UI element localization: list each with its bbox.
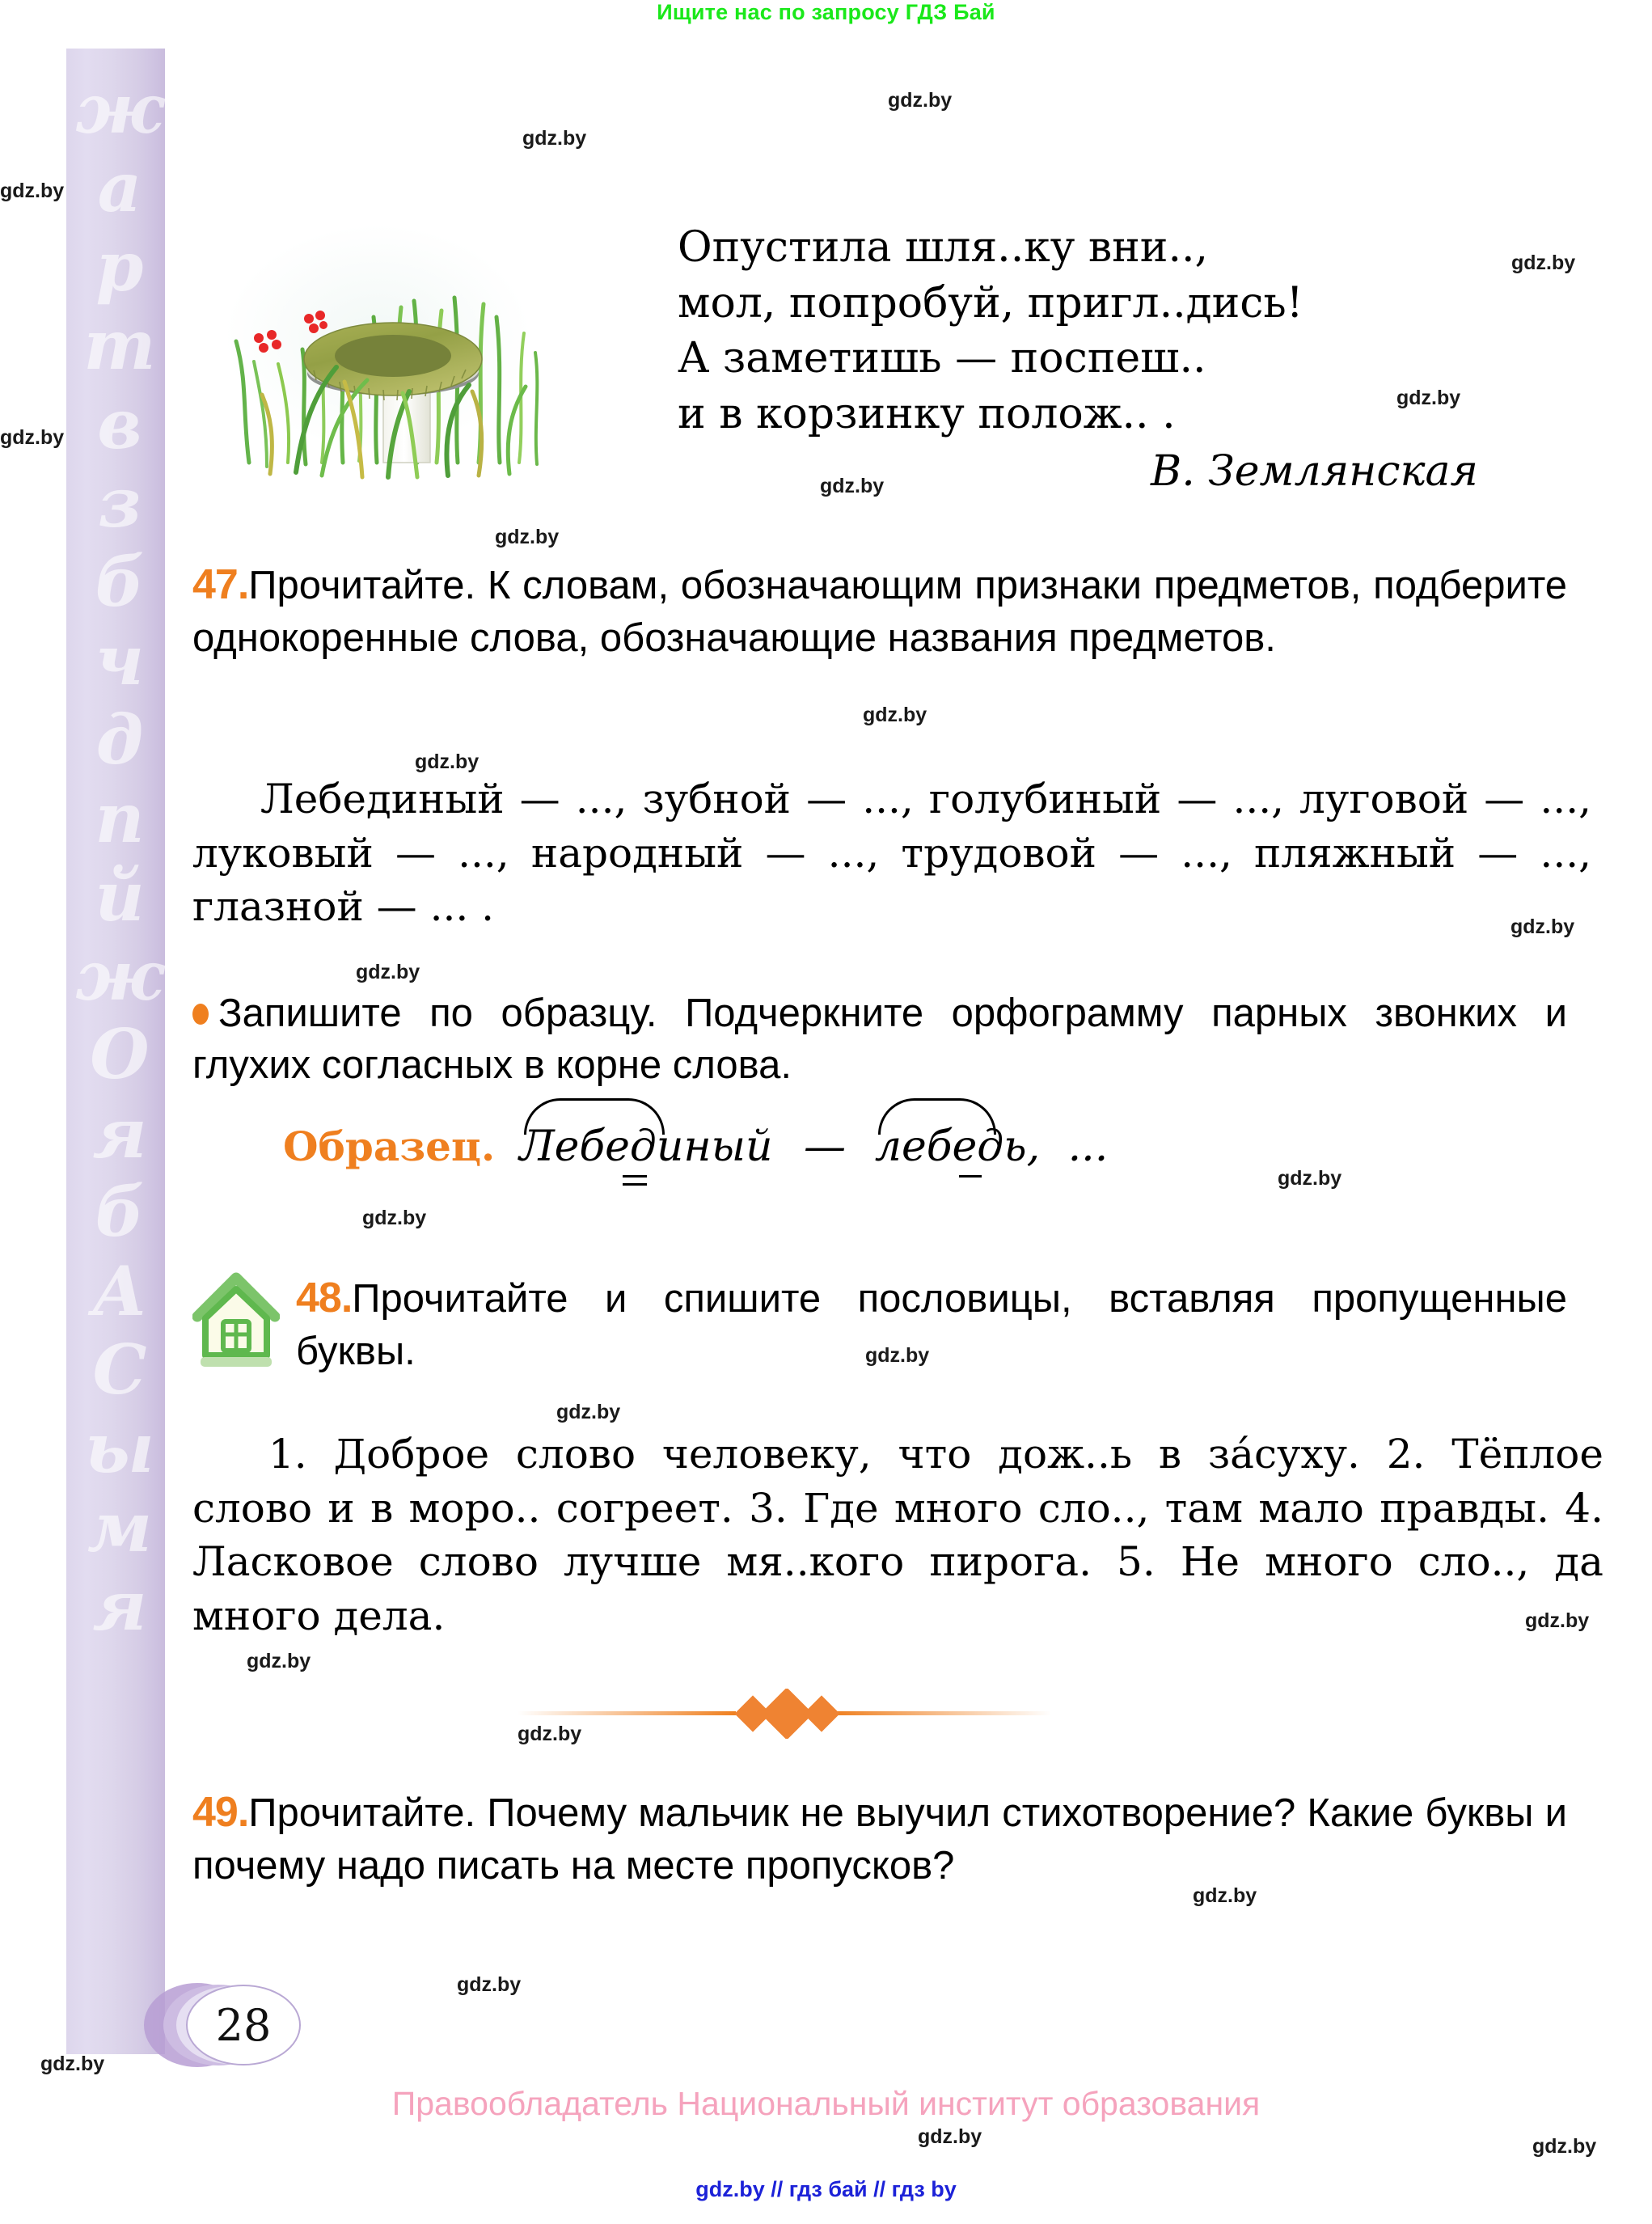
gdz-watermark: gdz.by xyxy=(1193,1884,1257,1907)
section-divider xyxy=(518,1689,1051,1739)
exercise-48-proverbs: 1. Доброе слово человеку, что дож..ь в за́суху. 2. Тёплое слово и в моро.. согреет. 3. Где много сло.., там мало правды. 4. Ласковое слово лучше мя..кого пирога. 5. Не много сло.., да много дела. xyxy=(192,1431,1603,1639)
gdz-watermark: gdz.by xyxy=(247,1650,311,1672)
gdz-watermark: gdz.by xyxy=(518,1723,582,1745)
exercise-47-task xyxy=(192,988,1567,1091)
root-arc-icon xyxy=(524,1098,665,1135)
poem-line: и в корзинку полож.. . xyxy=(678,389,1176,438)
root-arc-icon xyxy=(878,1098,996,1135)
sidebar-decorative-letter: д xyxy=(95,699,144,780)
gdz-watermark: gdz.by xyxy=(1278,1167,1342,1190)
sidebar-decorative-letter: С xyxy=(92,1330,147,1410)
exercise-49-head-text: Прочитайте. Почему мальчик не выучил стихотворение? Какие буквы и почему надо писать на месте пропусков? xyxy=(192,1791,1567,1888)
sidebar-decorative-letter: ч xyxy=(95,620,145,701)
exercise-49-heading xyxy=(192,1786,1567,1892)
gdz-watermark: gdz.by xyxy=(0,180,65,202)
sidebar-decorative-letter: я xyxy=(92,1566,147,1647)
sidebar-decorative-letter: в xyxy=(97,383,142,464)
sample-ellipsis: ... xyxy=(1067,1123,1109,1171)
exercise-47-number: 47. xyxy=(192,561,249,608)
orthogram-underline-icon xyxy=(959,1175,982,1178)
sidebar-letter-column xyxy=(66,70,165,1646)
sidebar-decorative-letter: ы xyxy=(85,1408,154,1489)
sample-line xyxy=(283,1123,1108,1171)
gdz-watermark: gdz.by xyxy=(888,89,953,112)
sidebar-decorative-letter: а xyxy=(97,147,142,228)
gdz-watermark: gdz.by xyxy=(1510,915,1575,938)
poem-block xyxy=(678,220,1486,499)
gdz-watermark: gdz.by xyxy=(820,475,885,497)
sample-word-1: Лебединый xyxy=(519,1123,773,1171)
gdz-watermark: gdz.by xyxy=(918,2125,982,2148)
sidebar-decorative-letter: м xyxy=(87,1486,152,1567)
orthogram-underline-icon xyxy=(623,1175,647,1178)
gdz-watermark: gdz.by xyxy=(556,1401,621,1423)
exercise-48-number: 48. xyxy=(296,1275,353,1321)
sidebar-decorative-letter: р xyxy=(95,226,144,307)
page-number-badge xyxy=(144,1980,322,2077)
footer-links: gdz.by // гдз бай // гдз by xyxy=(695,2177,957,2201)
gdz-watermark: gdz.by xyxy=(362,1207,427,1229)
poem-line: мол, попробуй, пригл..дись! xyxy=(678,278,1303,328)
sample-dash: — xyxy=(804,1123,846,1171)
sidebar-decorative-letter: з xyxy=(98,463,142,543)
gdz-watermark: gdz.by xyxy=(522,127,587,150)
exercise-48-heading xyxy=(296,1271,1567,1377)
orthogram-underline-icon xyxy=(623,1183,647,1186)
sidebar-decorative-letter: О xyxy=(90,1014,150,1095)
gdz-watermark: gdz.by xyxy=(457,1973,522,1996)
sidebar-decorative-letter: ж xyxy=(75,935,164,1016)
sidebar-decorative-letter: т xyxy=(83,305,156,386)
gdz-watermark: gdz.by xyxy=(0,426,65,449)
decorative-sidebar xyxy=(66,49,165,2054)
sidebar-decorative-letter: й xyxy=(95,856,145,937)
gdz-watermark: gdz.by xyxy=(356,961,420,983)
gdz-watermark: gdz.by xyxy=(1525,1609,1590,1632)
gdz-watermark: gdz.by xyxy=(40,2053,105,2075)
sample-word-2-wrap xyxy=(875,1123,1054,1171)
gdz-watermark: gdz.by xyxy=(495,526,560,548)
poem-line: Опустила шля..ку вни.., xyxy=(678,223,1209,272)
gdz-watermark: gdz.by xyxy=(415,750,480,773)
copyright-notice: Правообладатель Национальный институт образования xyxy=(391,2085,1261,2122)
promo-banner: Ищите нас по запросу ГДЗ Бай xyxy=(657,0,995,24)
exercise-47-head-text: Прочитайте. К словам, обозначающим признаки предметов, подберите однокоренные слова, обозначающие названия предметов. xyxy=(192,564,1567,660)
mushroom-illustration xyxy=(201,220,555,480)
sidebar-decorative-letter: ж xyxy=(75,69,164,149)
exercise-49-number: 49. xyxy=(192,1789,249,1836)
poem-author: В. Землянская xyxy=(1151,446,1478,496)
exercise-47-heading xyxy=(192,558,1567,664)
sample-word-1-wrap xyxy=(519,1123,786,1171)
gdz-watermark: gdz.by xyxy=(1511,252,1576,274)
gdz-watermark: gdz.by xyxy=(863,704,927,726)
sample-word-2: лебедь, xyxy=(874,1123,1041,1171)
sidebar-decorative-letter: п xyxy=(95,777,145,858)
exercise-48-head-text: Прочитайте и спишите пословицы, вставляя пропущенные буквы. xyxy=(296,1277,1567,1373)
sidebar-decorative-letter: А xyxy=(91,1250,148,1331)
poem-line: А заметишь — поспеш.. xyxy=(678,334,1206,383)
exercise-47-task-text: Запишите по образцу. Подчеркните орфограмму парных звонких и глухих согласных в корне слова. xyxy=(192,991,1567,1087)
gdz-watermark: gdz.by xyxy=(1396,387,1461,409)
gdz-watermark: gdz.by xyxy=(865,1344,930,1367)
exercise-47-word-list: Лебединый — ..., зубной — ..., голубиный — ..., луговой — ..., луковый — ..., народный — ..., трудовой — ..., пляжный — ..., глазной — ... . xyxy=(192,776,1591,930)
sample-label: Образец. xyxy=(283,1123,496,1170)
gdz-watermark: gdz.by xyxy=(1532,2135,1597,2158)
sidebar-decorative-letter: б xyxy=(95,541,145,622)
page-number-value: 28 xyxy=(186,1985,301,2065)
sidebar-decorative-letter: б xyxy=(95,1172,145,1253)
bullet-icon xyxy=(192,1004,209,1025)
house-icon xyxy=(192,1271,280,1372)
sidebar-decorative-letter: я xyxy=(92,1093,147,1173)
